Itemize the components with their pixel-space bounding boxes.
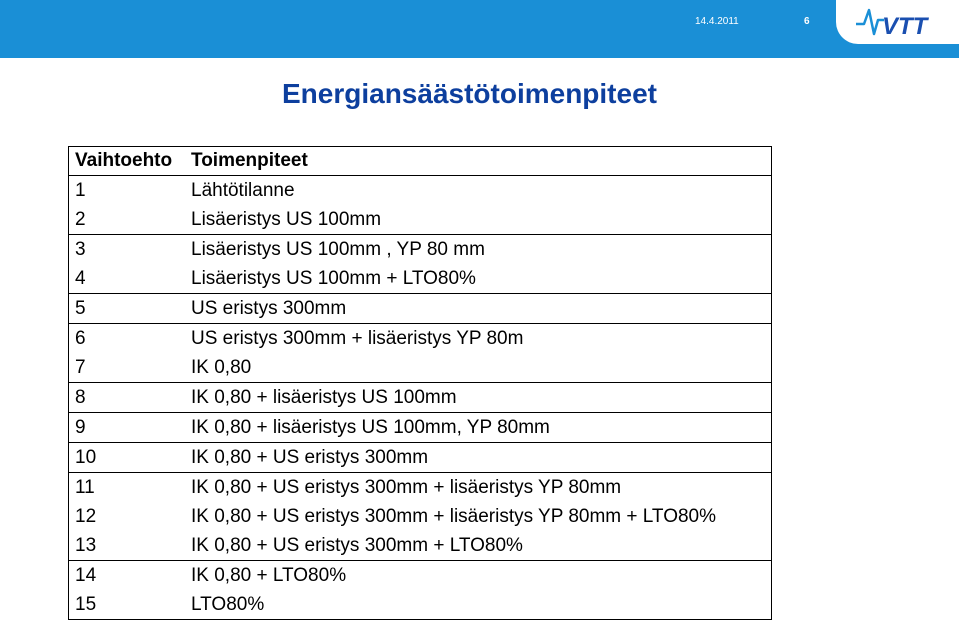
measures-cell: Lisäeristys US 100mm , YP 80 mm	[191, 238, 485, 260]
option-cell: 4	[69, 264, 186, 294]
measures-cell: Lisäeristys US 100mm	[185, 205, 772, 235]
option-cell: 7	[69, 353, 186, 383]
table-row	[69, 383, 772, 413]
slide-date: 14.4.2011	[695, 16, 739, 27]
table-row	[69, 176, 772, 206]
table-row	[69, 443, 772, 473]
measures-cell: IK 0,80 + US eristys 300mm + LTO80%	[185, 531, 772, 561]
vtt-logo	[836, 0, 959, 44]
option-cell: 12	[75, 505, 97, 527]
measures-cell: Lisäeristys US 100mm + LTO80%	[185, 264, 772, 294]
measures-cell: US eristys 300mm	[185, 294, 772, 324]
column-header-option: Vaihtoehto	[69, 147, 186, 176]
table-row	[69, 561, 772, 591]
logo-text: VTT	[882, 13, 928, 40]
option-cell: 5	[69, 294, 186, 324]
option-cell: 11	[75, 476, 95, 498]
option-cell: 13	[69, 531, 186, 561]
option-cell: 1	[75, 179, 86, 201]
table-header-row	[69, 147, 772, 176]
measures-cell: IK 0,80 + US eristys 300mm + lisäeristys YP 80mm + LTO80%	[191, 505, 717, 527]
measures-table	[68, 146, 772, 620]
measures-cell: IK 0,80 + US eristys 300mm	[185, 443, 772, 473]
measures-cell: LTO80%	[191, 593, 265, 615]
logo-wave-icon	[836, 0, 959, 44]
option-cell: 15	[75, 593, 97, 615]
measures-cell: US eristys 300mm + lisäeristys YP 80m	[191, 327, 524, 349]
measures-cell: IK 0,80 + US eristys 300mm + lisäeristys YP 80mm	[191, 476, 622, 498]
table-row	[69, 324, 772, 354]
option-cell: 3	[75, 238, 86, 260]
option-cell: 14	[75, 564, 97, 586]
table-row	[69, 264, 772, 294]
table-row	[69, 205, 772, 235]
measures-cell: IK 0,80 + lisäeristys US 100mm, YP 80mm	[185, 413, 772, 443]
measures-cell: IK 0,80 + lisäeristys US 100mm	[185, 383, 772, 413]
page-number: 6	[804, 16, 810, 27]
table-row	[69, 235, 772, 265]
option-cell: 10	[69, 443, 186, 473]
table-row	[69, 353, 772, 383]
option-cell: 8	[69, 383, 186, 413]
option-cell: 6	[75, 327, 86, 349]
table-row	[69, 531, 772, 561]
column-header-measures: Toimenpiteet	[185, 147, 772, 176]
measures-cell: IK 0,80 + LTO80%	[191, 564, 347, 586]
measures-cell: Lähtötilanne	[191, 179, 295, 201]
measures-cell: IK 0,80	[185, 353, 772, 383]
option-cell: 2	[69, 205, 186, 235]
option-cell: 9	[69, 413, 186, 443]
table-row	[69, 473, 772, 503]
table-row	[69, 590, 772, 620]
table-row	[69, 294, 772, 324]
page-title: Energiansäästötoimenpiteet	[282, 78, 657, 109]
table-row	[69, 413, 772, 443]
table-row	[69, 502, 772, 531]
header-bar	[0, 0, 959, 58]
